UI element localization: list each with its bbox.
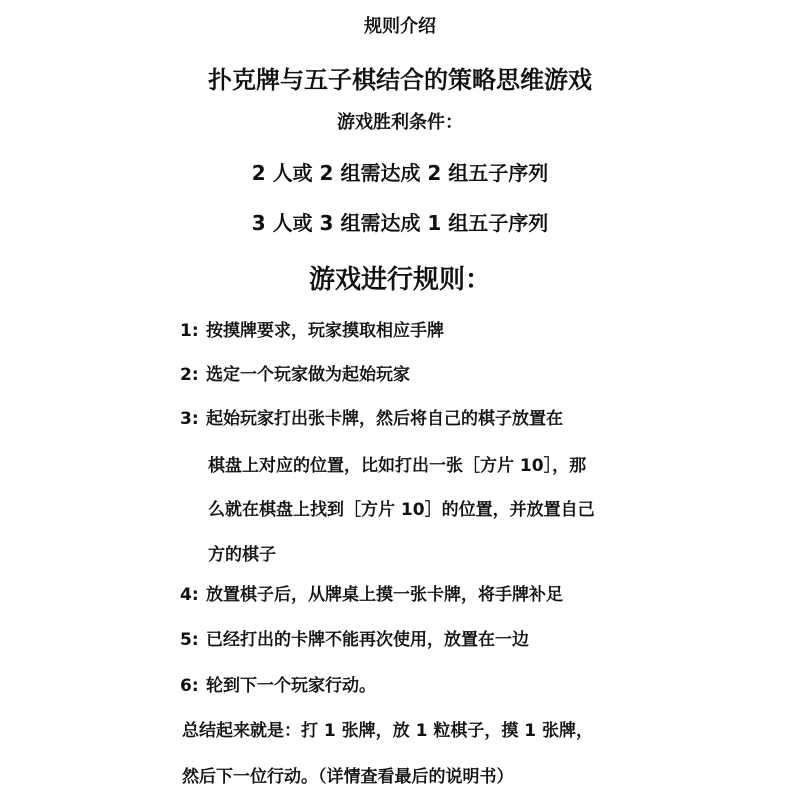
rule-number: 2:: [180, 365, 199, 385]
rule-number: 1:: [180, 321, 199, 341]
win-conditions-heading: 游戏胜利条件：: [337, 112, 463, 133]
rules-heading: 游戏进行规则：: [308, 265, 491, 295]
rule-3-continuation-3: 方的棋子: [208, 545, 276, 565]
rule-5: [180, 625, 529, 650]
rule-text: 放置棋子后，从牌桌上摸一张卡牌，将手牌补足: [206, 585, 563, 605]
rule-3: [180, 404, 563, 429]
rule-number: 4:: [180, 585, 199, 605]
summary-line-1: 总结起来就是：打 1 张牌，放 1 粒棋子，摸 1 张牌，: [182, 721, 593, 741]
rule-number: 5:: [180, 630, 199, 650]
rule-text: 已经打出的卡牌不能再次使用，放置在一边: [206, 630, 529, 650]
win-condition-1: 2 人或 2 组需达成 2 组五子序列: [251, 161, 549, 185]
intro-title: 规则介绍: [364, 16, 436, 37]
game-subtitle: 扑克牌与五子棋结合的策略思维游戏: [208, 66, 592, 94]
rule-6: [180, 671, 376, 696]
rule-text: 轮到下一个玩家行动。: [206, 676, 376, 696]
win-condition-2: 3 人或 3 组需达成 1 组五子序列: [251, 211, 549, 235]
rule-text: 选定一个玩家做为起始玩家: [206, 365, 410, 385]
rule-4: [180, 580, 563, 605]
rule-2: [180, 360, 410, 385]
rule-number: 6:: [180, 676, 199, 696]
summary-line-2: 然后下一位行动。（详情查看最后的说明书）: [182, 767, 514, 787]
rule-number: 3:: [180, 409, 199, 429]
rule-text: 起始玩家打出张卡牌，然后将自己的棋子放置在: [206, 409, 563, 429]
rule-1: [180, 316, 444, 341]
rule-text: 按摸牌要求，玩家摸取相应手牌: [206, 321, 444, 341]
rule-3-continuation-1: 棋盘上对应的位置，比如打出一张［方片 10］，那: [208, 456, 587, 476]
rule-3-continuation-2: 么就在棋盘上找到［方片 10］的位置，并放置自己: [208, 500, 595, 520]
